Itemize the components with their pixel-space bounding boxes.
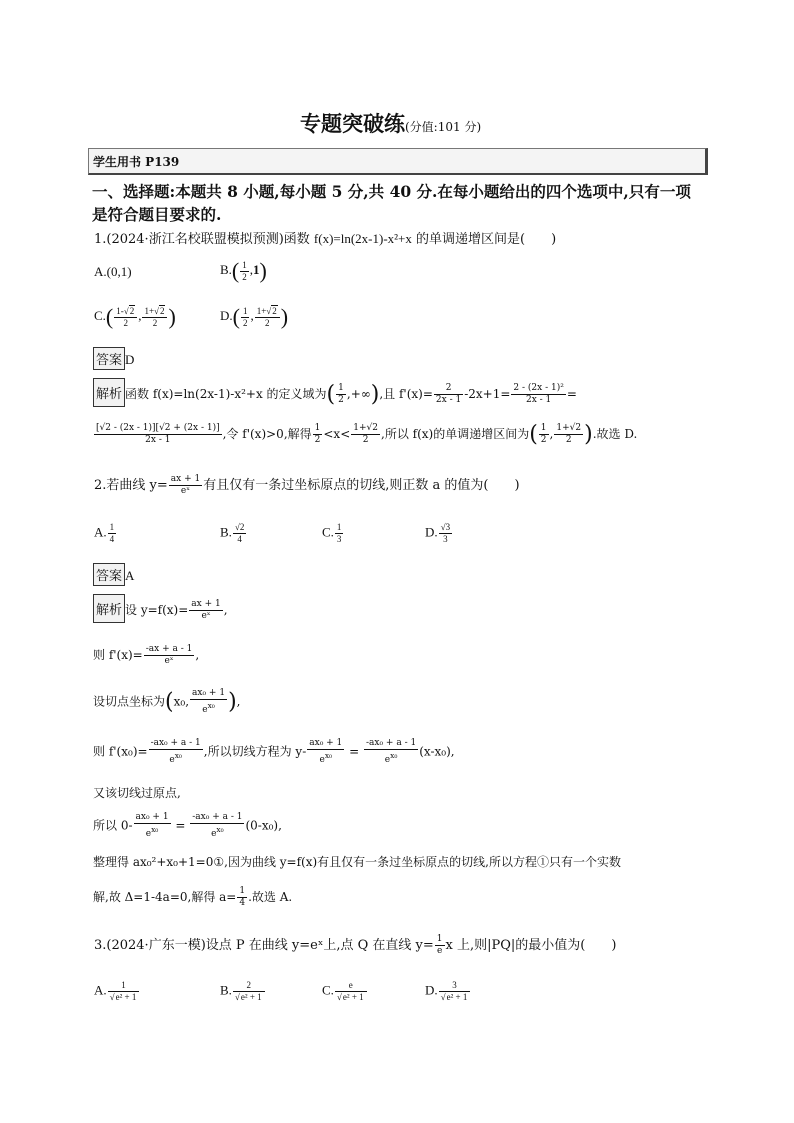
q1-option-c: C.( $\frac{1-√2}{2}$ , $\frac{1+√2}{2}$ ) bbox=[94, 304, 176, 329]
analysis-tag: 解析 bbox=[93, 378, 125, 407]
q2-answer bbox=[93, 563, 134, 586]
book-ref: 学生用书 P139 bbox=[93, 155, 180, 169]
q2-stem: 2.若曲线 y= $\frac{ax + 1}{\text{eˣ}}$ 有且仅有一条过坐标原点的切线,则正数 a 的值为( ) bbox=[94, 474, 520, 496]
q1-sol-text5: ,令 f'(x)>0,解得 bbox=[222, 427, 312, 441]
q2-line2: 则 f'(x)= bbox=[93, 648, 143, 662]
section-heading-2: 是符合题目要求的. bbox=[92, 205, 222, 224]
q1-answer-value: D bbox=[125, 352, 135, 367]
answer-tag: 答案 bbox=[93, 347, 125, 370]
q2-sol-line6: 所以 0- $\frac{\text{ax₀ + 1}}{e^{x_0}}$ = $\frac{\text{-ax₀ + a - 1}}{e^{x_0}}$ (0-x₀), bbox=[93, 812, 282, 839]
q1-suffix: 的单调递增区间是( ) bbox=[411, 232, 557, 247]
q1-sol-text7: .故选 D. bbox=[592, 427, 638, 441]
score-note: (分值:101 分) bbox=[405, 120, 482, 134]
q2-sol-line7: 整理得 ax₀²+x₀+1=0①,因为曲线 y=f(x)有且仅有一条过坐标原点的切线,所以方程①只有一个实数 bbox=[93, 855, 621, 869]
q2-line3: 设切点坐标为 bbox=[93, 694, 166, 709]
q2-line4a: 则 f'(x₀)= bbox=[93, 744, 148, 759]
q1-solution-line2: $\frac{[√2 - (2x - 1)][√2 + (2x - 1)]}{2x - 1}$ ,令 f'(x)>0,解得 $\frac{1}{2}$ <x< $\frac{1+√2}{2}$ ,所以 f(x)的单调递增区间为( $\frac{1}{2}$ , $\frac{1+√2}{2}$ ).故选 D. bbox=[96, 422, 638, 447]
q1-option-d: D.( $\frac{1}{2}$ , $\frac{1+√2}{2}$ ) bbox=[220, 304, 289, 329]
q2-line8a: 解,故 Δ=1-4a=0,解得 a= bbox=[93, 890, 237, 904]
section-heading-1: 一、选择题:本题共 8 小题,每小题 5 分,共 40 分.在每小题给出的四个选项中,只有一项 bbox=[92, 182, 691, 201]
q2-line8b: .故选 A. bbox=[248, 890, 293, 904]
q3-option-b: B. $\frac{2}{\text{√e² + 1}}$ bbox=[220, 980, 266, 1003]
q1-sol-text6: ,所以 f(x)的单调递增区间为 bbox=[381, 427, 530, 441]
q3-option-c: C. $\frac{e}{\text{√e² + 1}}$ bbox=[322, 980, 368, 1003]
title-text: 专题突破练 bbox=[300, 111, 405, 136]
q2-sol-line1: 解析 设 y=f(x)= $\frac{ax + 1}{\text{eˣ}}$ , bbox=[93, 594, 228, 623]
q2-sol-line4: 则 f'(x₀)= $\frac{\text{-ax₀ + a - 1}}{e^{x_0}}$ ,所以切线方程为 y- $\frac{\text{ax₀ + 1}}{e^{x_0}}$ = $\frac{\text{-ax₀ + a - 1}}{e^{x_0}}$ (x-x₀), bbox=[93, 738, 455, 765]
answer-tag: 答案 bbox=[93, 563, 125, 586]
q2-option-c: C. $\frac{1}{3}$ bbox=[322, 522, 342, 544]
q3-stem: 3.(2024·广东一模)设点 P 在曲线 y=eˣ上,点 Q 在直线 y= $\frac{1}{e}$ x 上,则|PQ|的最小值为( ) bbox=[94, 934, 617, 956]
book-ref-bar bbox=[88, 148, 708, 175]
q3-option-a: A. $\frac{1}{\text{√e² + 1}}$ bbox=[94, 980, 140, 1003]
q1-option-b: B.( $\frac{1}{2}$ ,1) bbox=[220, 258, 267, 283]
q2-line6b: (0-x₀), bbox=[245, 818, 282, 833]
q2-answer-value: A bbox=[125, 568, 135, 583]
q3-option-d: D. $\frac{3}{\text{√e² + 1}}$ bbox=[425, 980, 471, 1003]
q1-option-a: A.(0,1) bbox=[94, 264, 132, 279]
q1-sol-text3: -2x+1= bbox=[464, 387, 511, 401]
q2-line4b: ,所以切线方程为 y- bbox=[203, 744, 307, 759]
q2-option-a: A. $\frac{1}{4}$ bbox=[94, 522, 115, 544]
q2-sol-line3: 设切点坐标为(x₀, $\frac{\text{ax₀ + 1}}{e^{x_0}}$ ), bbox=[93, 688, 241, 715]
q1-solution-line1: 解析 函数 f(x)=ln(2x-1)-x²+x 的定义域为( $\frac{1}{2}$ ,+∞),且 f'(x)= $\frac{2}{2x - 1}$ -2x+1= $\frac{\text{2 - (2x - 1)²}}{2x - 1}$ = bbox=[93, 378, 577, 407]
q1-stem bbox=[94, 228, 556, 247]
analysis-tag: 解析 bbox=[93, 594, 125, 623]
q1-fx: f(x)=ln(2x-1)-x²+x bbox=[313, 231, 412, 246]
q1-answer bbox=[93, 347, 134, 370]
q1-sol-text2: ,且 f'(x)= bbox=[379, 387, 433, 401]
q3-suffix: x 上,则|PQ|的最小值为( ) bbox=[445, 938, 617, 953]
q1-prefix: 1.(2024·浙江名校联盟模拟预测)函数 bbox=[94, 232, 314, 247]
q2-line6a: 所以 0- bbox=[93, 818, 133, 833]
q1-sol-text4: = bbox=[566, 387, 577, 401]
page-title bbox=[300, 108, 481, 138]
q2-prefix: 2.若曲线 y= bbox=[94, 478, 168, 493]
q1-sol-text1: 函数 f(x)=ln(2x-1)-x²+x 的定义域为 bbox=[125, 387, 327, 401]
q2-sol-line8: 解,故 Δ=1-4a=0,解得 a= $\frac{1}{4}$ .故选 A. bbox=[93, 886, 293, 908]
q2-line4c: (x-x₀), bbox=[419, 744, 455, 759]
q2-suffix: 有且仅有一条过坐标原点的切线,则正数 a 的值为( ) bbox=[203, 478, 520, 493]
q2-sol-line5: 又该切线过原点, bbox=[93, 786, 181, 800]
q2-line1: 设 y=f(x)= bbox=[125, 603, 189, 617]
q2-option-b: B. $\frac{√2}{4}$ bbox=[220, 522, 245, 544]
q2-option-d: D. $\frac{√3}{3}$ bbox=[425, 522, 451, 544]
q2-sol-line2: 则 f'(x)= $\frac{-ax + a - 1}{\text{eˣ}}$ , bbox=[93, 644, 200, 666]
q3-prefix: 3.(2024·广东一模)设点 P 在曲线 y=eˣ上,点 Q 在直线 y= bbox=[94, 938, 434, 953]
